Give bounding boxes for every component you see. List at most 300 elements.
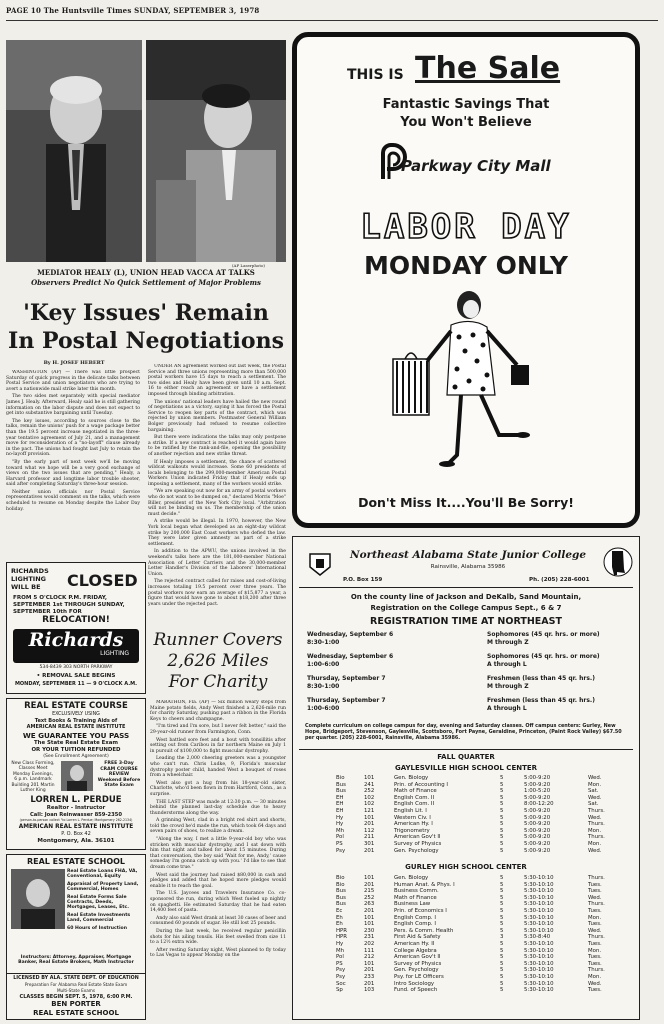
reg-day: Wednesday, September 6 bbox=[307, 653, 394, 660]
schedule-cell: 101 bbox=[364, 960, 375, 967]
schedule-cell: 201 bbox=[364, 907, 375, 914]
ad-mall-name: Parkway City Mall bbox=[401, 157, 551, 175]
schedule-cell: Ec bbox=[336, 907, 343, 914]
paragraph: THE LAST STEP was made at 12:30 p.m. — 30 minutes behind the planned last-day schedule due to heavy thunderstorms along the way. bbox=[150, 799, 286, 816]
schedule-row bbox=[333, 795, 621, 802]
schedule-cell: 5 bbox=[500, 840, 504, 847]
schedule-row bbox=[333, 961, 621, 968]
schedule-cell: 5 bbox=[500, 814, 504, 821]
schedule-row bbox=[333, 882, 621, 889]
paragraph: The rejected contract called for raises and cost-of-living increases totaling 19.5 percent over three years. The postal workers now earn an average of $15,877 a year, a figure that would have gone to about $18,200 after three years under the rejected pact. bbox=[148, 579, 286, 607]
schedule-row bbox=[333, 941, 621, 948]
schedule-cell: HPR bbox=[336, 934, 348, 941]
reg-who: Sophomores (45 qr. hrs. or more) bbox=[487, 631, 600, 638]
schedule-cell: American Gov't II bbox=[394, 834, 441, 841]
schedule-cell: Mon. bbox=[588, 947, 602, 954]
schedule-row bbox=[333, 775, 621, 782]
school-classes: Multi-State Exams bbox=[56, 988, 96, 993]
schedule-cell: 1:00-5:20 bbox=[524, 788, 551, 795]
schedule-cell: 230 bbox=[364, 927, 375, 934]
schedule-cell: EH bbox=[336, 794, 344, 801]
paragraph: Neither union officials nor Postal Service representatives would comment on the talks, which were scheduled to resume on Monday despite the Labor Day holiday. bbox=[6, 489, 140, 512]
schedule-row bbox=[333, 934, 621, 941]
schedule-cell: PS bbox=[336, 840, 343, 847]
course-left-note: New Class Forming, Classes Meet Monday Evenings, 6 p.m. Landmark Building 201 Martin Luther King bbox=[11, 761, 55, 794]
schedule-cell: 5 bbox=[500, 827, 504, 834]
schedule-row bbox=[333, 967, 621, 974]
course-right-note: FREE 3-Day CRAM COURSE REVIEW Weekend Before State Exam bbox=[97, 761, 141, 789]
schedule-cell: 5:30-10:10 bbox=[524, 921, 554, 928]
schedule-cell: Sat. bbox=[588, 801, 599, 808]
reg-day: Thursday, September 7 bbox=[307, 697, 386, 704]
richards-sale: • REMOVAL SALE BEGINS bbox=[36, 673, 116, 679]
schedule-cell: 5:30-10:10 bbox=[524, 927, 554, 934]
richards-address: 534-8439 303 NORTH PARKWAY bbox=[39, 665, 113, 670]
paragraph: "We are speaking out now for an army of postal workers who do not want to be dumped on," declared Morris "Moe" Biller, president of the New York City local. "Arbitration will not be binding on us. The membership of the union must decide." bbox=[148, 489, 286, 517]
paragraph: WASHINGTON (AP) — There was little prospect Saturday of quick progress in the delicate talks between Postal Service and union negotiators who are trying to avert a nationwide mail strike later this month. bbox=[6, 370, 140, 392]
registration-table bbox=[307, 631, 631, 719]
schedule-cell: 5 bbox=[500, 794, 504, 801]
schedule-cell: Intro Sociology bbox=[394, 980, 435, 987]
schedule-row bbox=[333, 841, 621, 848]
schedule-cell: 241 bbox=[364, 781, 375, 788]
schedule-cell: 5 bbox=[500, 967, 504, 974]
runner-headline-line: For Charity bbox=[168, 672, 268, 692]
schedule-row bbox=[333, 875, 621, 882]
schedule-cell: Thurs. bbox=[588, 967, 605, 974]
schedule-cell: Gen. Biology bbox=[394, 875, 429, 881]
school-title: REAL ESTATE SCHOOL bbox=[26, 857, 126, 866]
college-po: P.O. Box 159 bbox=[343, 577, 383, 583]
schedule-cell: 5:30-10:10 bbox=[524, 881, 554, 888]
center-heading: GURLEY HIGH SCHOOL CENTER bbox=[405, 863, 527, 871]
schedule-row bbox=[333, 928, 621, 935]
schedule-cell: 201 bbox=[364, 821, 375, 828]
paragraph: "Along the way, I met a little 9-year-old boy who was stricken with muscular dystrophy, and I sat down with him that night and talked for about 15 minutes. During that conversation, the boy said 'Wait for me, Andy,' cause someday I'm gonna catch up with you.' I'd like to see that dream come true." bbox=[150, 837, 286, 871]
paragraph: West also got a hug from his 18-year-old sister, Charlotte, who'd been flown in from Hartford, Conn., as a surprise. bbox=[150, 780, 286, 797]
school-footer: REAL ESTATE SCHOOL bbox=[33, 1009, 119, 1017]
schedule-cell: 215 bbox=[364, 888, 375, 895]
college-city: Rainsville, Alabama 35986 bbox=[430, 564, 506, 570]
fall-quarter-heading: FALL QUARTER bbox=[437, 753, 495, 761]
course-exclusive: EXCLUSIVELY USING bbox=[52, 712, 100, 717]
schedule-cell: English Lit. I bbox=[394, 807, 427, 814]
schedule-cell: Mon. bbox=[588, 973, 602, 980]
schedule-cell: 5 bbox=[500, 960, 504, 967]
college-seal-icon bbox=[307, 551, 333, 577]
schedule-cell: 301 bbox=[364, 840, 375, 847]
paragraph: UNDER AN agreement worked out last week, the Postal Service and three unions representing more than 500,000 postal workers have 15 days to reach a settlement. The two sides and Healy have been given until 10 a.m. Sept. 16 to either reach an agreement or have a settlement imposed through binding arbitration. bbox=[148, 364, 286, 397]
schedule-cell: 5 bbox=[500, 980, 504, 987]
schedule-cell: Psy. for LE Officers bbox=[394, 973, 444, 980]
schedule-row bbox=[333, 801, 621, 808]
registration-row bbox=[307, 697, 631, 719]
richards-logo: Richards bbox=[28, 629, 124, 651]
schedule-cell: Wed. bbox=[588, 980, 602, 987]
schedule-cell: 5:00-9:20 bbox=[524, 821, 551, 828]
runner-headline bbox=[150, 630, 286, 693]
runner-article bbox=[150, 700, 286, 1018]
schedule-cell: Sp bbox=[336, 987, 343, 994]
schedule-cell: Hy bbox=[336, 814, 344, 821]
reg-who: Freshmen (less than 45 qr. hrs.) bbox=[487, 675, 595, 682]
schedule-cell: Gen. Biology bbox=[394, 775, 429, 781]
schedule-cell: 5 bbox=[500, 807, 504, 814]
reg-day: Thursday, September 7 bbox=[307, 675, 386, 682]
schedule-cell: 252 bbox=[364, 788, 375, 795]
paragraph: West said the journey had raised $80,000 in cash and pledges and added that he hoped more pledges would enable it to reach the goal. bbox=[150, 872, 286, 889]
schedule-cell: 201 bbox=[364, 967, 375, 974]
schedule-cell: American Hy. I bbox=[394, 821, 433, 828]
schedule-cell: Thurs. bbox=[588, 821, 605, 828]
paragraph: MARATHON, Fla. (AP) — Six million weary steps from Maine potato fields, Andy West finished a 2,626-mile run for charity Saturday, pushing past a ribbon in the Florida Keys to cheers and champagne. bbox=[150, 700, 286, 722]
school-licensed: LICENSED BY ALA. STATE DEPT. OF EDUCATION bbox=[7, 973, 145, 981]
schedule-cell: 5 bbox=[500, 821, 504, 828]
schedule-cell: English Com. II bbox=[394, 801, 435, 808]
schedule-row bbox=[333, 954, 621, 961]
course-institute: AMERICAN REAL ESTATE INSTITUTE bbox=[26, 724, 126, 730]
schedule-cell: Math of Finance bbox=[394, 788, 437, 795]
instructor-name: LORREN L. PERDUE bbox=[30, 795, 122, 805]
schedule-cell: Bus bbox=[336, 901, 346, 908]
schedule-cell: 201 bbox=[364, 980, 375, 987]
course-item: Real Estate Investments Land, Commercial bbox=[67, 912, 131, 924]
schedule-cell: Tues. bbox=[588, 888, 602, 895]
schedule-cell: 5:30-10:10 bbox=[524, 980, 554, 987]
schedule-cell: Trigonometry bbox=[394, 827, 430, 834]
registration-row bbox=[307, 675, 631, 697]
richards-relocation: RELOCATION! bbox=[42, 615, 110, 625]
schedule-cell: Soc bbox=[336, 980, 346, 987]
paragraph: The two sides met separately with special mediator James J. Healy. Afterward, Healy said he is still gathering information on the labor dispute and does not expect to get into substantive bargaining until Tuesday. bbox=[6, 394, 140, 417]
schedule-cell: 231 bbox=[364, 934, 375, 941]
schedule-row bbox=[333, 888, 621, 895]
paragraph: Leading the 2,000 cheering greeters was a youngster who can't run. Chris Ludke, 9, Florida's muscular dystrophy poster child, handed West a bouquet of roses from a wheelchair. bbox=[150, 756, 286, 779]
schedule-table-gaylesville bbox=[333, 775, 621, 854]
schedule-cell: 5 bbox=[500, 947, 504, 954]
schedule-cell: Thurs. bbox=[588, 901, 605, 908]
schedule-cell: 201 bbox=[364, 881, 375, 888]
schedule-cell: 5:30-10:10 bbox=[524, 894, 554, 901]
schedule-cell: 112 bbox=[364, 827, 375, 834]
instructor-title: Realtor - Instructor bbox=[46, 805, 106, 811]
schedule-cell: 5 bbox=[500, 775, 504, 781]
schedule-cell: American Gov't II bbox=[394, 954, 441, 961]
paragraph: A grinning West, clad in a bright red shirt and shorts, told the crowd he'd made the run, which took 64 days and seven pairs of shoes, to realize a dream. bbox=[150, 818, 286, 835]
registration-title: REGISTRATION TIME AT NORTHEAST bbox=[370, 616, 562, 627]
schedule-cell: English Comp. I bbox=[394, 921, 436, 928]
schedule-cell: 5:30-10:10 bbox=[524, 940, 554, 947]
ad-this-is: THIS IS bbox=[347, 67, 404, 83]
paragraph: The key issues, according to sources close to the talks, remain the unions' push for a wage package better than the 19.5 percent increase negotiated in the three-year tentative agreement of July 21, and a management move for reconsideration of a "no-layoff" clause already in the pact. The unions had fought last July to retain the no-layoff provision. bbox=[6, 418, 140, 458]
schedule-table-gurley bbox=[333, 875, 621, 994]
schedule-cell: Pers. & Comm. Health bbox=[394, 927, 454, 934]
schedule-cell: Wed. bbox=[588, 794, 602, 801]
real-estate-course-ad bbox=[6, 698, 146, 850]
schedule-cell: 5 bbox=[500, 888, 504, 895]
schedule-cell: Bio bbox=[336, 881, 345, 888]
center-heading: GAYLESVILLE HIGH SCHOOL CENTER bbox=[394, 764, 538, 772]
schedule-cell: 201 bbox=[364, 847, 375, 854]
schedule-cell: Bus bbox=[336, 888, 346, 895]
schedule-cell: Hy bbox=[336, 940, 344, 947]
college-name: Northeast Alabama State Junior College bbox=[349, 549, 587, 561]
schedule-cell: 5:00-9:20 bbox=[524, 814, 551, 821]
schedule-cell: Fund. of Speech bbox=[394, 987, 438, 994]
schedule-cell: 211 bbox=[364, 834, 375, 841]
schedule-cell: 233 bbox=[364, 973, 375, 980]
schedule-cell: 101 bbox=[364, 921, 375, 928]
schedule-cell: 5 bbox=[500, 847, 504, 854]
schedule-cell: Mon. bbox=[588, 781, 602, 788]
schedule-cell: Tues. bbox=[588, 987, 602, 994]
schedule-row bbox=[333, 921, 621, 928]
photo-credit: (AP Laserphoto) bbox=[232, 263, 265, 268]
schedule-cell: 5 bbox=[500, 781, 504, 788]
course-title: REAL ESTATE COURSE bbox=[24, 701, 128, 711]
schedule-cell: 5:30-10:10 bbox=[524, 954, 554, 961]
reg-time: 1:00-6:00 bbox=[307, 661, 340, 668]
paragraph: The unions' national leaders have hailed the new round of negotiations as a victory, saying it has forced the Postal Service to reopen key parts of the contract, which was rejected by union members. Postmaster General William Bolger previously had refused to resume collective bargaining. bbox=[148, 399, 286, 433]
headline-line-2: In Postal Negotiations bbox=[8, 328, 284, 354]
schedule-cell: 5:00-9:20 bbox=[524, 840, 551, 847]
schedule-cell: 202 bbox=[364, 940, 375, 947]
schedule-cell: Wed. bbox=[588, 814, 602, 821]
schedule-cell: 5:30-10:10 bbox=[524, 914, 554, 921]
schedule-row bbox=[333, 828, 621, 835]
schedule-cell: Business Law bbox=[394, 901, 431, 908]
schedule-cell: 5:30-10:10 bbox=[524, 947, 554, 954]
schedule-cell: 5:30-10:10 bbox=[524, 888, 554, 895]
ad-tagline-2: You Won't Believe bbox=[400, 115, 532, 130]
schedule-cell: Hy bbox=[336, 821, 344, 828]
ad-the-sale: The Sale bbox=[415, 51, 561, 86]
schedule-cell: Bus bbox=[336, 781, 346, 788]
photo-vacca bbox=[146, 40, 286, 262]
schedule-cell: 5:00-9:20 bbox=[524, 807, 551, 814]
schedule-row bbox=[333, 821, 621, 828]
schedule-cell: 5 bbox=[500, 921, 504, 928]
college-phone: Ph. (205) 228-6001 bbox=[529, 577, 590, 583]
schedule-cell: Sat. bbox=[588, 788, 599, 795]
richards-logo-block bbox=[13, 629, 139, 663]
schedule-cell: Eh bbox=[336, 914, 343, 921]
schedule-cell: 5:30-10:10 bbox=[524, 973, 554, 980]
schedule-cell: PS bbox=[336, 960, 343, 967]
course-item: Appraisal of Property Land, Commercial, Homes bbox=[67, 881, 139, 893]
byline: By H. JOSEF HEBERT bbox=[43, 360, 105, 366]
schedule-cell: Tues. bbox=[588, 881, 602, 888]
schedule-cell: 101 bbox=[364, 775, 375, 781]
headline-line-1: 'Key Issues' Remain bbox=[23, 300, 269, 326]
schedule-cell: Survey of Physics bbox=[394, 840, 442, 847]
state-map-icon bbox=[603, 545, 633, 579]
schedule-cell: 5 bbox=[500, 907, 504, 914]
reg-range: A through L bbox=[487, 705, 527, 712]
schedule-cell: EH bbox=[336, 801, 344, 808]
schedule-cell: 102 bbox=[364, 794, 375, 801]
schedule-cell: 5 bbox=[500, 901, 504, 908]
schedule-row bbox=[333, 848, 621, 855]
course-footer: AMERICAN REAL ESTATE INSTITUTE bbox=[18, 824, 134, 830]
schedule-row bbox=[333, 895, 621, 902]
schedule-cell: 5:30-10:10 bbox=[524, 907, 554, 914]
paragraph: The U.S. Jaycees and Travelers Insurance Co. co-sponsored the run, during which West fueled up nightly on spaghetti. He estimated Saturday that he had eaten 14,400 feet of pasta. bbox=[150, 891, 286, 914]
instructor-photo bbox=[61, 761, 93, 791]
schedule-cell: 5 bbox=[500, 954, 504, 961]
schedule-cell: Psy bbox=[336, 973, 346, 980]
school-contact: BEN PORTER bbox=[51, 1000, 101, 1008]
schedule-row bbox=[333, 981, 621, 988]
runner-headline-line: 2,626 Miles bbox=[167, 651, 269, 671]
college-ad bbox=[292, 536, 640, 1020]
schedule-cell: Pol bbox=[336, 834, 344, 841]
paragraph: If Healy imposes a settlement, the chance of scattered wildcat walkouts would increase. Some 60 presidents of locals belonging to the 299,000-member American Postal Workers Union indicated Friday that if Healy ends up imposing a settlement, many of the workers would strike. bbox=[148, 459, 286, 487]
schedule-cell: 5:30-10:10 bbox=[524, 875, 554, 881]
paragraph: After resting Saturday night, West planned to fly today to Las Vegas to appear Monday on the bbox=[150, 947, 286, 959]
schedule-cell: 5 bbox=[500, 801, 504, 808]
reg-range: M through Z bbox=[487, 683, 529, 690]
schedule-cell: 121 bbox=[364, 807, 375, 814]
schedule-cell: 103 bbox=[364, 987, 375, 994]
reg-range: A through L bbox=[487, 661, 527, 668]
schedule-cell: Thurs. bbox=[588, 934, 605, 941]
reg-day: Wednesday, September 6 bbox=[307, 631, 394, 638]
paragraph: In addition to the APWU, the unions involved in the weekend's talks here are the 181,000-member National Association of Letter Carriers and the 30,000-member Letter Handler's Division of the Laborers' International Union. bbox=[148, 549, 286, 577]
schedule-cell: Thurs. bbox=[588, 807, 605, 814]
reg-who: Freshmen (less than 45 qr. hrs.) bbox=[487, 697, 595, 704]
masthead: PAGE 10 The Huntsville Times SUNDAY, SEPTEMBER 3, 1978 bbox=[6, 6, 658, 21]
richards-closed: CLOSED bbox=[67, 571, 138, 590]
ad-monday-only: MONDAY ONLY bbox=[364, 251, 568, 280]
schedule-row bbox=[333, 974, 621, 981]
course-city: Montgomery, Ala. 36101 bbox=[37, 838, 115, 844]
schedule-cell: 5 bbox=[500, 834, 504, 841]
reg-time: 1:00-6:00 bbox=[307, 705, 340, 712]
schedule-row bbox=[333, 834, 621, 841]
schedule-cell: Mh bbox=[336, 947, 345, 954]
schedule-row bbox=[333, 915, 621, 922]
schedule-cell: 263 bbox=[364, 901, 375, 908]
schedule-cell: 5:30-10:10 bbox=[524, 901, 554, 908]
schedule-cell: Eh bbox=[336, 921, 343, 928]
article-column-2 bbox=[148, 364, 286, 626]
schedule-cell: 5:00-9:20 bbox=[524, 775, 551, 781]
schedule-cell: Prin. of Accounting I bbox=[394, 781, 449, 788]
schedule-row bbox=[333, 808, 621, 815]
schedule-cell: 5 bbox=[500, 875, 504, 881]
schedule-cell: 5:00-9:20 bbox=[524, 834, 551, 841]
paragraph: West battled sore feet and a bout with tonsillitis after setting out from Caribou in far northern Maine on July 1 in pursuit of $100,000 to fight muscular dystrophy. bbox=[150, 737, 286, 754]
richards-store-line: RICHARDS LIGHTING WILL BE bbox=[11, 567, 49, 591]
schedule-row bbox=[333, 782, 621, 789]
runner-headline-line: Runner Covers bbox=[153, 630, 283, 650]
schedule-row bbox=[333, 901, 621, 908]
schedule-cell: 3 bbox=[500, 934, 504, 941]
schedule-row bbox=[333, 948, 621, 955]
shopper-illustration bbox=[387, 285, 557, 475]
schedule-cell: Bus bbox=[336, 894, 346, 901]
real-estate-school-ad bbox=[6, 854, 146, 1020]
schedule-cell: 5:30-10:10 bbox=[524, 987, 554, 994]
schedule-cell: Tues. bbox=[588, 907, 602, 914]
schedule-cell: 8:00-12:20 bbox=[524, 801, 554, 808]
schedule-cell: College Algebra bbox=[394, 947, 437, 954]
photo-subcaption: Observers Predict No Quick Settlement of Major Problems bbox=[31, 278, 261, 287]
reg-time: 8:30-1:00 bbox=[307, 639, 340, 646]
schedule-cell: 5:00-9:20 bbox=[524, 827, 551, 834]
schedule-cell: Psy bbox=[336, 967, 346, 974]
schedule-cell: 5:30-10:10 bbox=[524, 960, 554, 967]
schedule-cell: Prin. of Economics I bbox=[394, 907, 447, 914]
course-books: Text Books & Training Aids of bbox=[34, 718, 118, 724]
schedule-cell: 212 bbox=[364, 954, 375, 961]
schedule-cell: 101 bbox=[364, 914, 375, 921]
course-guarantee: WE GUARANTEE YOU PASS bbox=[22, 731, 130, 740]
schedule-cell: Bio bbox=[336, 775, 345, 781]
course-exam: The State Real Estate Exam bbox=[33, 740, 119, 746]
schedule-cell: Psy bbox=[336, 847, 346, 854]
divider bbox=[299, 749, 633, 750]
article-column-1 bbox=[6, 370, 140, 556]
schedule-cell: 5 bbox=[500, 987, 504, 994]
course-item: Real Estate Forms Sale Contracts, Deeds, Mortgages, Leases, Etc. bbox=[67, 894, 129, 911]
course-phone: Call: Joan Reinwasser 859-2350 bbox=[30, 812, 122, 818]
reg-range: M through Z bbox=[487, 639, 529, 646]
paragraph: During the last week, he received regular penicillin shots for his ailing tonsils. His feet swelled from size 11 to a 12½ extra wide. bbox=[150, 928, 286, 946]
schedule-cell: English Com. II bbox=[394, 794, 435, 801]
schedule-cell: American Hy. II bbox=[394, 940, 435, 947]
parkway-mall-ad bbox=[292, 32, 640, 528]
college-location-1: On the county line of Jackson and DeKalb, Sand Mountain, bbox=[350, 593, 582, 601]
schedule-cell: 252 bbox=[364, 894, 375, 901]
schedule-cell: EH bbox=[336, 807, 344, 814]
schedule-cell: Mon. bbox=[588, 827, 602, 834]
schedule-cell: Western Civ. I bbox=[394, 814, 431, 821]
school-begin: CLASSES BEGIN SEPT. 5, 1978, 6:00 P.M. bbox=[19, 994, 133, 1000]
reg-who: Sophomores (45 qr. hrs. or more) bbox=[487, 653, 600, 660]
schedule-cell: HPR bbox=[336, 927, 348, 934]
schedule-cell: Tues. bbox=[588, 940, 602, 947]
schedule-cell: Tues. bbox=[588, 921, 602, 928]
schedule-cell: 5:30-10:10 bbox=[524, 967, 554, 974]
schedule-row bbox=[333, 815, 621, 822]
schedule-cell: Pol bbox=[336, 954, 344, 961]
course-refund: OR YOUR TUITION REFUNDED bbox=[31, 747, 121, 753]
schedule-cell: 111 bbox=[364, 947, 375, 954]
schedule-cell: 5 bbox=[500, 788, 504, 795]
course-po: P. O. Box 42 bbox=[61, 831, 91, 837]
schedule-cell: 5 bbox=[500, 881, 504, 888]
schedule-cell: Human Anat. & Phys. I bbox=[394, 881, 455, 888]
photo-caption: MEDIATOR HEALY (L), UNION HEAD VACCA AT TALKS bbox=[37, 268, 255, 277]
schedule-cell: Gen. Psychology bbox=[394, 967, 439, 974]
divider bbox=[299, 587, 633, 588]
ad-tagline-1: Fantastic Savings That bbox=[382, 97, 550, 112]
school-prep: Preparation For Alabama Real Estate State Exam bbox=[24, 982, 128, 987]
paragraph: Andy also said West drank at least 30 cases of beer and consumed 60 pounds of sugar. He still lost 25 pounds. bbox=[150, 915, 286, 927]
schedule-cell: 5 bbox=[500, 894, 504, 901]
school-courses bbox=[67, 869, 141, 931]
schedule-cell: 5:30-8:40 bbox=[524, 934, 551, 941]
school-instructors: Instructors: Attorney, Appraiser, Mortgage Banker, Real Estate Brokers, Math Instructor bbox=[18, 955, 134, 966]
schedule-cell: Business Comm. bbox=[394, 888, 439, 895]
photo-healy bbox=[6, 40, 142, 262]
schedule-cell: Math of Finance bbox=[394, 894, 437, 901]
paragraph: "By the early part of next week we'll be moving toward what we hope will be a very good exchange of views on the two issues that are pending," Healy, a Harvard professor and longtime labor trouble shooter, said after completing Saturday's three-hour session. bbox=[6, 459, 140, 488]
schedule-cell: Wed. bbox=[588, 894, 602, 901]
schedule-row bbox=[333, 908, 621, 915]
